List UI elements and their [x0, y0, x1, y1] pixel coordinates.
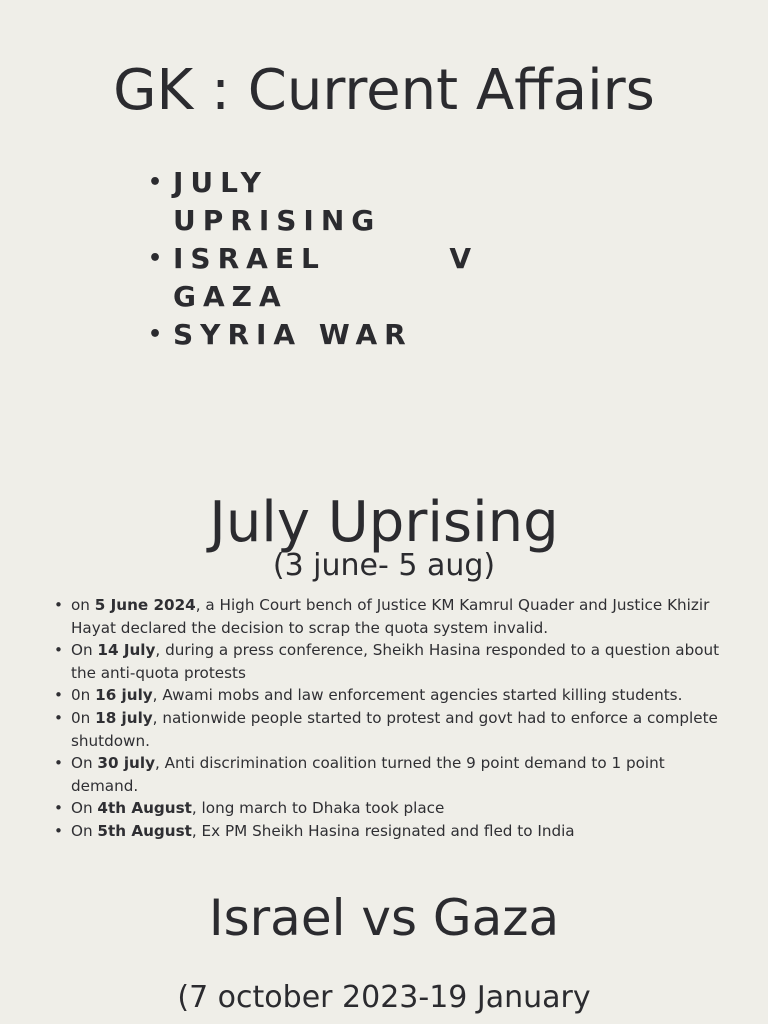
slide-title-july-uprising: July Uprising: [209, 490, 559, 555]
timeline-item: • On 14 July, during a press conference, Sheikh Hasina responded to a question about the anti-quota protests: [54, 639, 734, 684]
timeline-item: • on 5 June 2024, a High Court bench of Justice KM Kamrul Quader and Justice Khizir Hayat declared the decision to scrap the quota system invalid.: [54, 594, 734, 639]
timeline-item: • 0n 16 july, Awami mobs and law enforcement agencies started killing students.: [54, 684, 734, 707]
topic-item: • ISRAEL V GAZA: [148, 240, 478, 316]
slide-title-current-affairs: GK : Current Affairs: [113, 58, 655, 123]
timeline-item: • On 5th August, Ex PM Sheikh Hasina resignated and fled to India: [54, 820, 734, 843]
topic-list: [148, 164, 478, 354]
timeline-list: [54, 594, 734, 843]
topic-item: • JULY UPRISING: [148, 164, 478, 240]
timeline-item: • On 4th August, long march to Dhaka took place: [54, 797, 734, 820]
slide-title-israel-vs-gaza: Israel vs Gaza: [208, 889, 560, 947]
slide-subtitle-date-range: (7 october 2023-19 January: [177, 980, 591, 1015]
timeline-item: • On 30 july, Anti discrimination coalition turned the 9 point demand to 1 point demand.: [54, 752, 734, 797]
timeline-item: • 0n 18 july, nationwide people started to protest and govt had to enforce a complete shutdown.: [54, 707, 734, 752]
topic-item: • SYRIA WAR: [148, 316, 478, 354]
slide-subtitle-date-range: (3 june- 5 aug): [272, 548, 496, 583]
